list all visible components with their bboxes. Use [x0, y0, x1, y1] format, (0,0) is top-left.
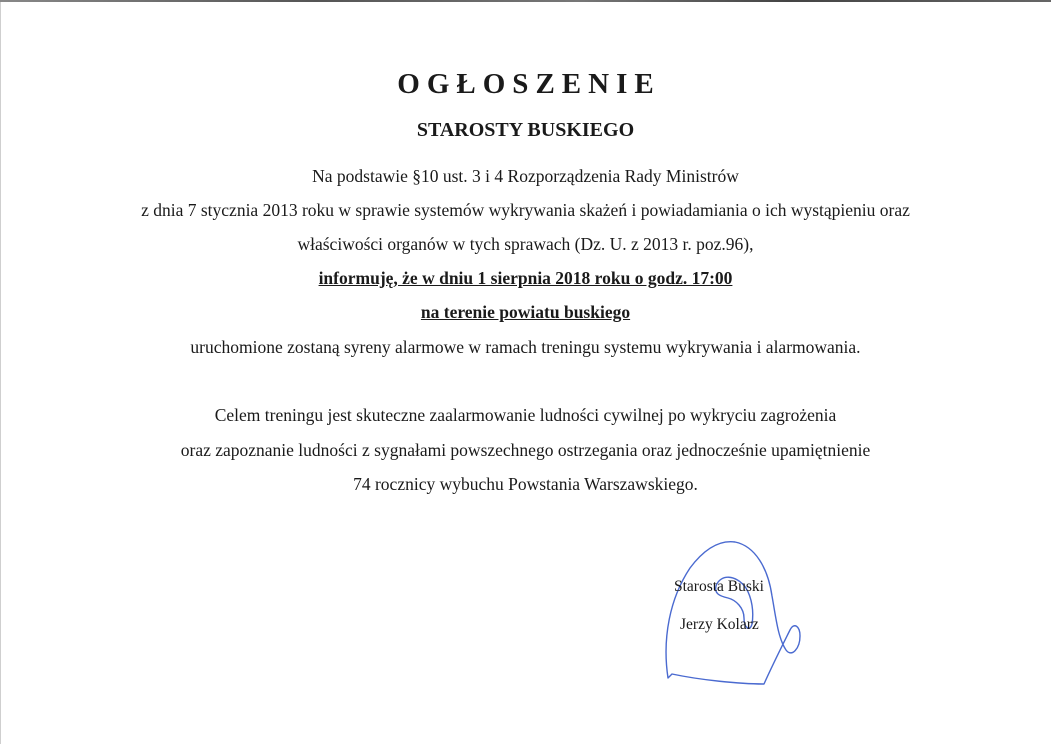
intro-line-1: Na podstawie §10 ust. 3 i 4 Rozporządzenia Rady Ministrów: [312, 166, 739, 186]
emphasis-line-area: na terenie powiatu buskiego: [420, 302, 631, 322]
purpose-line-3: 74 rocznicy wybuchu Powstania Warszawskiego.: [353, 474, 698, 494]
intro-line-2: z dnia 7 stycznia 2013 roku w sprawie systemów wykrywania skażeń i powiadamiania o ich wystąpieniu oraz: [141, 200, 910, 220]
signature-position: Starosta Buski: [674, 578, 764, 595]
scan-edge-top: [0, 0, 1051, 2]
purpose-line-1: Celem treningu jest skuteczne zaalarmowanie ludności cywilnej po wykryciu zagrożenia: [214, 405, 837, 425]
document-subtitle: STAROSTY BUSKIEGO: [416, 119, 635, 141]
scan-edge-left: [0, 2, 1, 744]
announcement-line: uruchomione zostaną syreny alarmowe w ramach treningu systemu wykrywania i alarmowania.: [190, 337, 861, 357]
intro-line-3: właściwości organów w tych sprawach (Dz. U. z 2013 r. poz.96),: [297, 234, 754, 254]
emphasis-line-date: informuję, że w dniu 1 sierpnia 2018 roku o godz. 17:00: [318, 268, 733, 288]
signature-block: [660, 538, 820, 688]
purpose-line-2: oraz zapoznanie ludności z sygnałami powszechnego ostrzegania oraz jednocześnie upamiętnienie: [180, 440, 871, 460]
document-title: OGŁOSZENIE: [397, 68, 661, 100]
handwritten-signature-icon: [660, 538, 820, 688]
signature-name: Jerzy Kolarz: [680, 616, 759, 633]
